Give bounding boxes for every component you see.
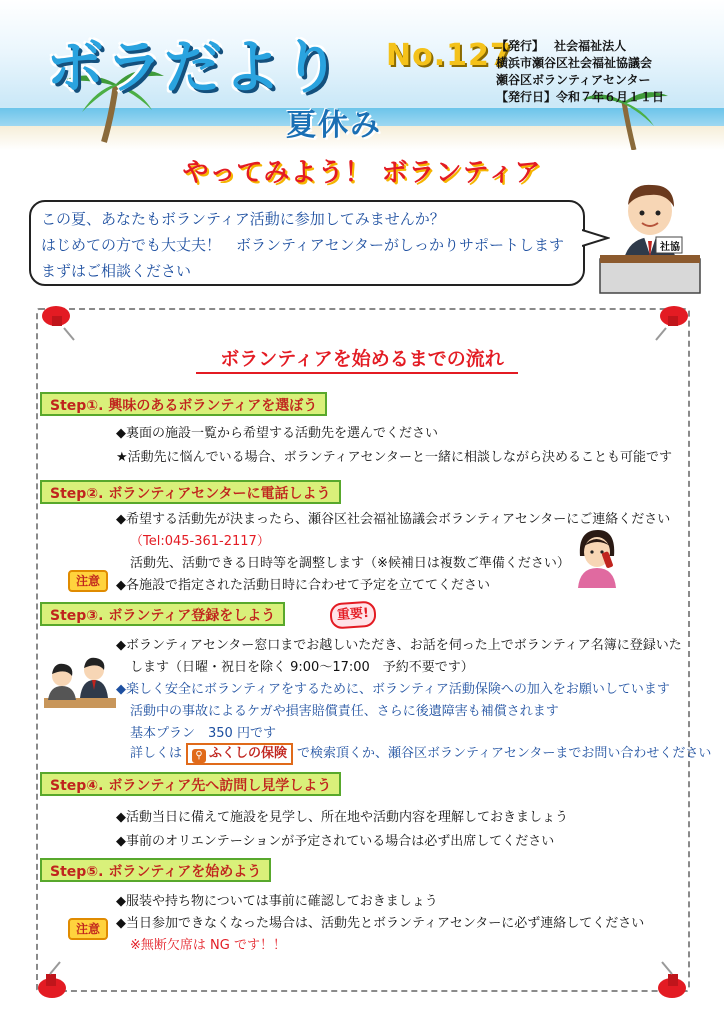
consultation-illustration-icon	[44, 652, 116, 722]
flow-title: ボランティアを始めるまでの流れ	[220, 348, 504, 370]
step-3-line: ◆ボランティアセンター窓口までお越しいただき、お話を伺った上でボランティア名簿に登録いた	[116, 638, 682, 653]
publisher-line: 【発行日】令和７年６月１１日	[496, 90, 665, 104]
newsletter-title: ボラだより	[46, 33, 342, 101]
bubble-line: はじめての方でも大丈夫！ ボランティアセンターがしっかりサポートします	[41, 236, 565, 254]
publisher-line: 瀬谷区ボランティアセンター	[496, 73, 651, 87]
catchphrase: やってみよう！ ボランティア	[182, 158, 542, 188]
step-3-line: します（日曜・祝日を除く 9:00～17:00 予約不要です）	[130, 660, 474, 675]
caution-badge: 注意	[68, 570, 108, 592]
important-badge: 重要!	[329, 600, 377, 629]
no-show-warning: ※無断欠席は NG です！！	[130, 938, 286, 953]
step-3-line: 活動中の事故によるケガや損害賠償責任、さらに後遺障害も補償されます	[130, 704, 559, 719]
step-1-heading: Step①. 興味のあるボランティアを選ぼう	[40, 392, 327, 416]
staff-sign: 社協	[660, 242, 680, 253]
insurance-search-term: ふくしの保険	[209, 746, 288, 761]
step-2-heading: Step②. ボランティアセンターに電話しよう	[40, 480, 341, 504]
step-3-line	[130, 742, 711, 765]
step-5-heading: Step⑤. ボランティアを始めよう	[40, 858, 271, 882]
push-pin-icon	[650, 300, 694, 344]
publisher-line: 【発行】 社会福祉法人	[496, 39, 627, 53]
header-banner	[0, 0, 724, 150]
step-3-heading: Step③. ボランティア登録をしよう	[40, 602, 285, 626]
step-3-text: 詳しくは	[130, 746, 183, 761]
flow-title-underline	[196, 372, 518, 374]
push-pin-icon	[30, 960, 74, 1004]
phone-number: （Tel:045-361-2117）	[130, 534, 270, 549]
step-4-heading: Step④. ボランティア先へ訪問し見学しよう	[40, 772, 341, 796]
step-5-line: ◆服装や持ち物については事前に確認しておきましょう	[116, 894, 438, 909]
caution-badge: 注意	[68, 918, 108, 940]
step-2-line: 活動先、活動できる日時等を調整します（※候補日は複数ご準備ください）	[130, 556, 570, 571]
insurance-search-badge	[186, 743, 293, 765]
publisher-line: 横浜市瀬谷区社会福祉協議会	[496, 56, 653, 70]
speech-bubble	[29, 200, 585, 286]
bubble-line: この夏、あなたもボランティア活動に参加してみませんか？	[41, 210, 445, 228]
step-1-line: ◆裏面の施設一覧から希望する活動先を選んでください	[116, 426, 438, 441]
publisher-info	[496, 38, 716, 106]
step-5-line: ◆当日参加できなくなった場合は、活動先とボランティアセンターに必ず連絡してください	[116, 916, 645, 931]
bubble-line: まずはご相談ください	[41, 262, 192, 280]
staff-illustration-icon	[594, 175, 706, 295]
step-3-text: で検索頂くか、瀬谷区ボランティアセンターまでお問い合わせください	[297, 746, 712, 761]
issue-number: No.127	[386, 38, 512, 73]
season-label: 夏休み	[286, 108, 382, 143]
push-pin-icon	[650, 960, 694, 1004]
search-icon: ⚲	[192, 749, 206, 763]
step-3-line: ◆楽しく安全にボランティアをするために、ボランティア活動保険への加入をお願いしています	[116, 682, 670, 697]
step-2-line: ◆希望する活動先が決まったら、瀬谷区社会福祉協議会ボランティアセンターにご連絡ください	[116, 512, 671, 527]
step-4-line: ◆事前のオリエンテーションが予定されている場合は必ず出席してください	[116, 834, 555, 849]
step-1-line: ★活動先に悩んでいる場合、ボランティアセンターと一緒に相談しながら決めることも可能です	[116, 450, 672, 465]
step-2-line: ◆各施設で指定された活動日時に合わせて予定を立ててください	[116, 578, 490, 593]
step-4-line: ◆活動当日に備えて施設を見学し、所在地や活動内容を理解しておきましょう	[116, 810, 568, 825]
step-3-line: 基本プラン 350 円です	[130, 726, 276, 741]
push-pin-icon	[36, 300, 80, 344]
phone-woman-icon	[574, 526, 620, 588]
